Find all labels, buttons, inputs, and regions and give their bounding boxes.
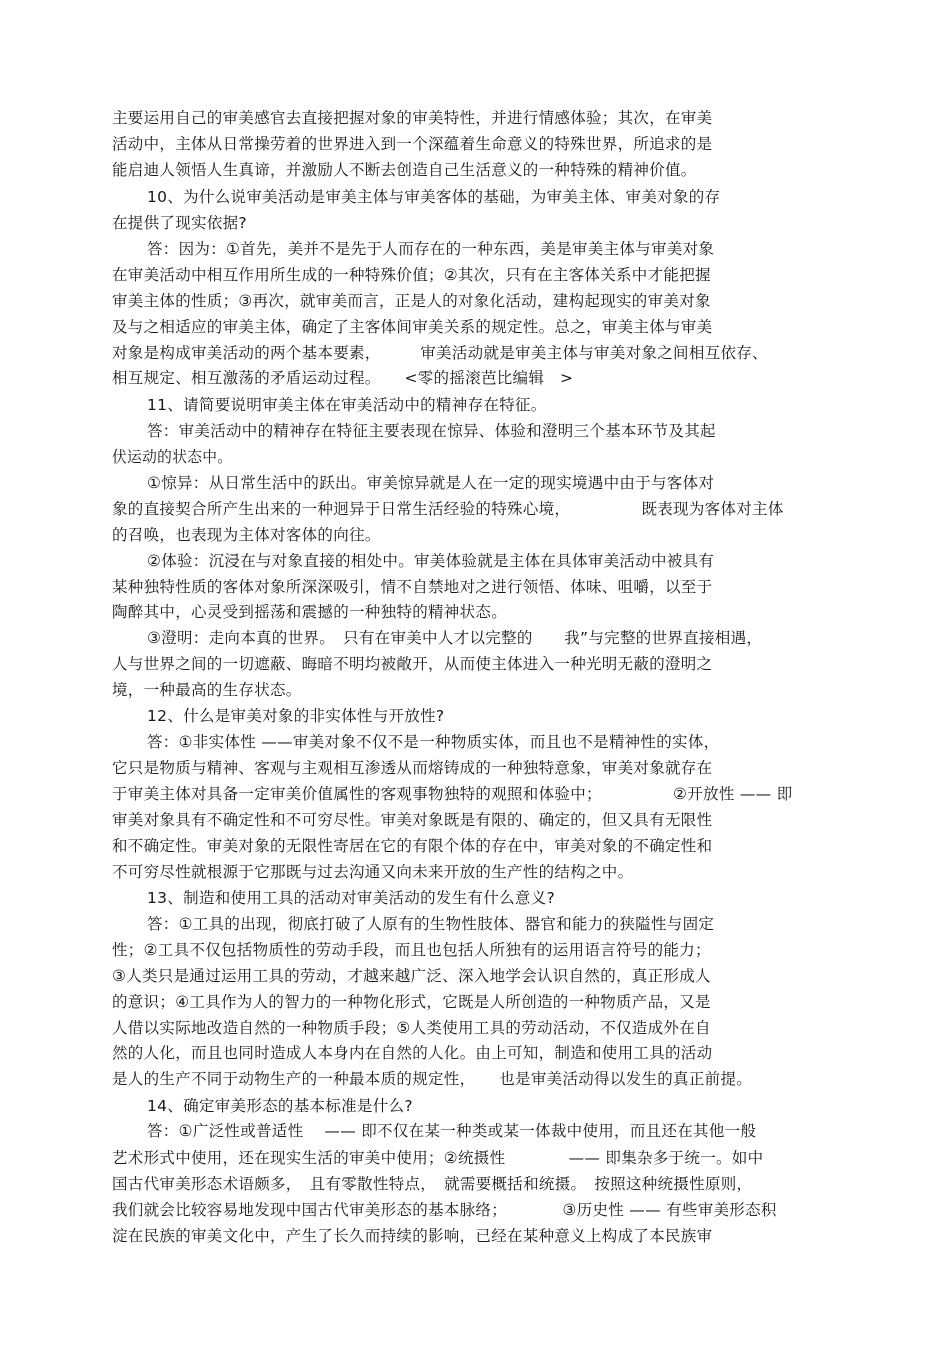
text-line: 审美对象具有不确定性和不可穷尽性。审美对象既是有限的、确定的，但又具有无限性 (112, 811, 713, 829)
text-line: 12、什么是审美对象的非实体性与开放性? (147, 707, 445, 725)
text-line: 于审美主体对具备一定审美价值属性的客观事物独特的观照和体验中； ②开放性 —— 即 (112, 785, 793, 803)
text-line: 答：审美活动中的精神存在特征主要表现在惊异、体验和澄明三个基本环节及其起 (147, 422, 716, 440)
text-line: 在提供了现实依据? (112, 214, 247, 232)
text-line: 的召唤，也表现为主体对客体的向往。 (112, 526, 381, 544)
text-line: 相互规定、相互激荡的矛盾运动过程。 <零的摇滚芭比编辑 > (112, 369, 574, 387)
text-line: ③澄明：走向本真的世界。 只有在审美中人才以完整的 我”与完整的世界直接相遇， (147, 629, 763, 647)
text-line: 它只是物质与精神、客观与主观相互渗透从而熔铸成的一种独特意象，审美对象就存在 (112, 759, 713, 777)
text-line: 人借以实际地改造自然的一种物质手段；⑤人类使用工具的劳动活动，不仅造成外在自 (112, 1019, 711, 1037)
text-line: 答：因为：①首先，美并不是先于人而存在的一种东西，美是审美主体与审美对象 (147, 240, 715, 258)
text-line: 性；②工具不仅包括物质性的劳动手段，而且也包括人所独有的运用语言符号的能力； (112, 941, 711, 959)
text-line: ②体验：沉浸在与对象直接的相处中。审美体验就是主体在具体审美活动中被具有 (147, 552, 715, 570)
text-line: 答：①工具的出现，彻底打破了人原有的生物性肢体、器官和能力的狭隘性与固定 (147, 915, 715, 933)
text-line: ①惊异：从日常生活中的跃出。审美惊异就是人在一定的现实境遇中由于与客体对 (147, 474, 715, 492)
text-line: 14、确定审美形态的基本标准是什么? (147, 1097, 413, 1115)
text-line: 是人的生产不同于动物生产的一种最本质的规定性， 也是审美活动得以发生的真正前提。 (112, 1070, 753, 1088)
text-line: 审美主体的性质；③再次，就审美而言，正是人的对象化活动，建构起现实的审美对象 (112, 292, 711, 310)
text-line: 不可穷尽性就根源于它那既与过去沟通又向未来开放的生产性的结构之中。 (112, 863, 634, 881)
text-line: 象的直接契合所产生出来的一种迥异于日常生活经验的特殊心境， 既表现为客体对主体 (112, 500, 784, 518)
text-line: 能启迪人领悟人生真谛，并激励人不断去创造自己生活意义的一种特殊的精神价值。 (112, 161, 697, 179)
text-line: 淀在民族的审美文化中，产生了长久而持续的影响，已经在某种意义上构成了本民族审 (112, 1227, 713, 1245)
text-line: 的意识；④工具作为人的智力的一种物化形式，它既是人所创造的一种物质产品，又是 (112, 993, 711, 1011)
text-line: 伏运动的状态中。 (112, 448, 233, 466)
text-line: 我们就会比较容易地发现中国古代审美形态的基本脉络； ③历史性 —— 有些审美形态积 (112, 1201, 777, 1219)
text-line: 活动中，主体从日常操劳着的世界进入到一个深蕴着生命意义的特殊世界，所追求的是 (112, 135, 713, 153)
text-line: 10、为什么说审美活动是审美主体与审美客体的基础，为审美主体、审美对象的存 (147, 188, 721, 206)
text-line: 和不确定性。审美对象的无限性寄居在它的有限个体的存在中，审美对象的不确定性和 (112, 837, 713, 855)
text-line: 某种独特性质的客体对象所深深吸引，情不自禁地对之进行领悟、体味、咀嚼，以至于 (112, 578, 713, 596)
text-line: ③人类只是通过运用工具的劳动，才越来越广泛、深入地学会认识自然的，真正形成人 (112, 967, 711, 985)
text-line: 境，一种最高的生存状态。 (112, 681, 302, 699)
text-line: 及与之相适应的审美主体，确定了主客体间审美关系的规定性。总之，审美主体与审美 (112, 318, 713, 336)
text-line: 国古代审美形态术语颇多， 且有零散性特点， 就需要概括和统摄。 按照这种统摄性原则， (112, 1175, 753, 1193)
text-line: 11、请简要说明审美主体在审美活动中的精神存在特征。 (147, 396, 547, 414)
text-line: 然的人化，而且也同时造成人本身内在自然的人化。由上可知，制造和使用工具的活动 (112, 1044, 713, 1062)
text-line: 答：①非实体性 ——审美对象不仅不是一种物质实体，而且也不是精神性的实体， (147, 733, 720, 751)
text-line: 答：①广泛性或普适性 —— 即不仅在某一种类或某一体裁中使用，而且还在其他一般 (147, 1122, 757, 1140)
text-line: 对象是构成审美活动的两个基本要素， 审美活动就是审美主体与审美对象之间相互依存、 (112, 344, 768, 362)
text-line: 人与世界之间的一切遮蔽、晦暗不明均被敞开，从而使主体进入一种光明无蔽的澄明之 (112, 655, 713, 673)
text-line: 在审美活动中相互作用所生成的一种特殊价值；②其次，只有在主客体关系中才能把握 (112, 266, 711, 284)
text-line: 艺术形式中使用，还在现实生活的审美中使用；②统摄性 —— 即集杂多于统一。如中 (112, 1149, 764, 1167)
text-line: 13、制造和使用工具的活动对审美活动的发生有什么意义? (147, 889, 556, 907)
text-line: 陶醉其中，心灵受到摇荡和震撼的一种独特的精神状态。 (112, 603, 508, 621)
text-line: 主要运用自己的审美感官去直接把握对象的审美特性，并进行情感体验；其次，在审美 (112, 109, 713, 127)
